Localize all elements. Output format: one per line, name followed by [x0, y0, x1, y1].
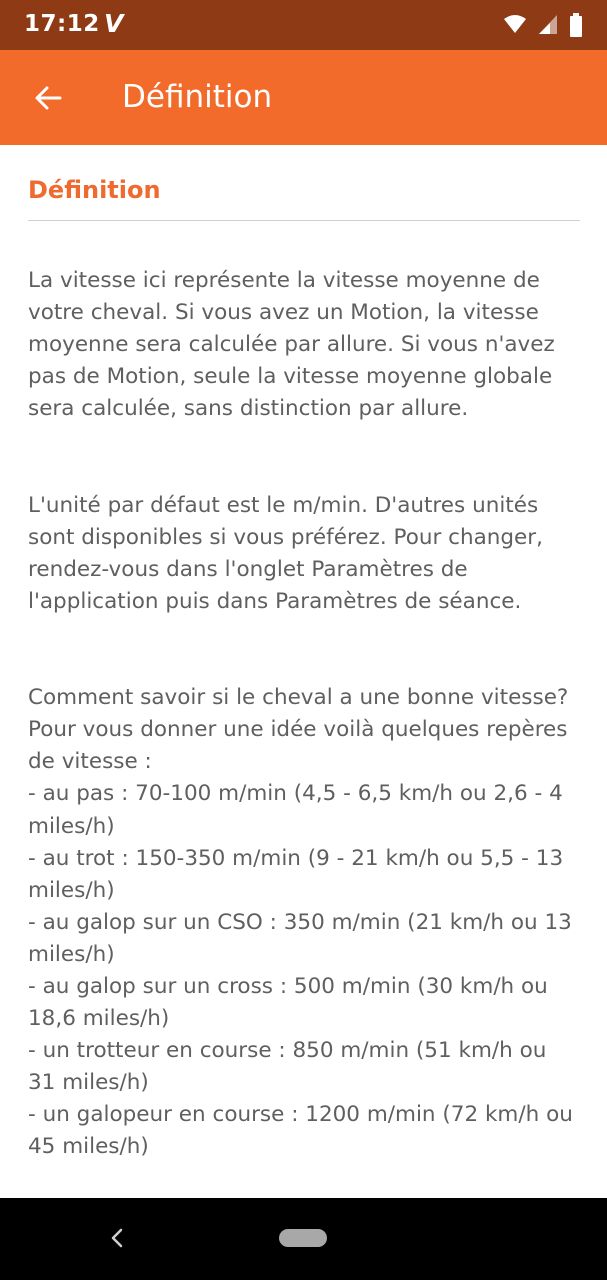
status-time: 17:12 — [24, 11, 100, 37]
back-button[interactable] — [26, 76, 70, 120]
arrow-left-icon — [34, 85, 62, 111]
paragraph-speed-references: Comment savoir si le cheval a une bonne vitesse? Pour vous donner une idée voilà quelques repères de vitesse : - au pas : 70-100 m/min (4,5 - 6,5 km/h ou 2,6 - 4 miles/h) - au trot : 150-350 m/min (9 - 21 km/h ou 5,5 - 13 miles/h) - au galop sur un CSO : 350 m/min (21 km/h ou 13 miles/h) - au galop sur un cross : 500 m/min (30 km/h ou 18,6 miles/h) - un trotteur en course : 850 m/min (51 km/h ou 31 miles/h) - un galopeur en course : 1200 m/min (72 km/h ou 45 miles/h) — [28, 685, 573, 1160]
status-icons — [497, 13, 583, 37]
nav-back-button[interactable] — [108, 1226, 126, 1254]
section-heading: Définition — [28, 170, 580, 221]
wifi-icon — [503, 13, 527, 35]
page-title: Définition — [122, 79, 273, 115]
app-bar — [0, 50, 607, 145]
status-bar — [0, 0, 607, 50]
signal-icon — [538, 13, 558, 35]
paragraph-average-speed: La vitesse ici représente la vitesse moyenne de votre cheval. Si vous avez un Motion, la vitesse moyenne sera calculée par allure. Si vous n'avez pas de Motion, seule la vitesse moyenne globale sera calculée, sans distinction par allure. — [28, 268, 555, 422]
paragraph-units: L'unité par défaut est le m/min. D'autres unités sont disponibles si vous préférez. Pour changer, rendez-vous dans l'onglet Paramètres de l'application puis dans Paramètres de séance. — [28, 492, 543, 614]
battery-icon — [569, 13, 583, 37]
system-nav-bar — [0, 1198, 607, 1280]
definition-text — [28, 233, 580, 1196]
home-pill-icon[interactable] — [279, 1229, 327, 1247]
definition-content — [28, 170, 580, 1196]
chevron-left-icon — [108, 1226, 126, 1250]
app-notification-icon: V — [104, 9, 124, 38]
